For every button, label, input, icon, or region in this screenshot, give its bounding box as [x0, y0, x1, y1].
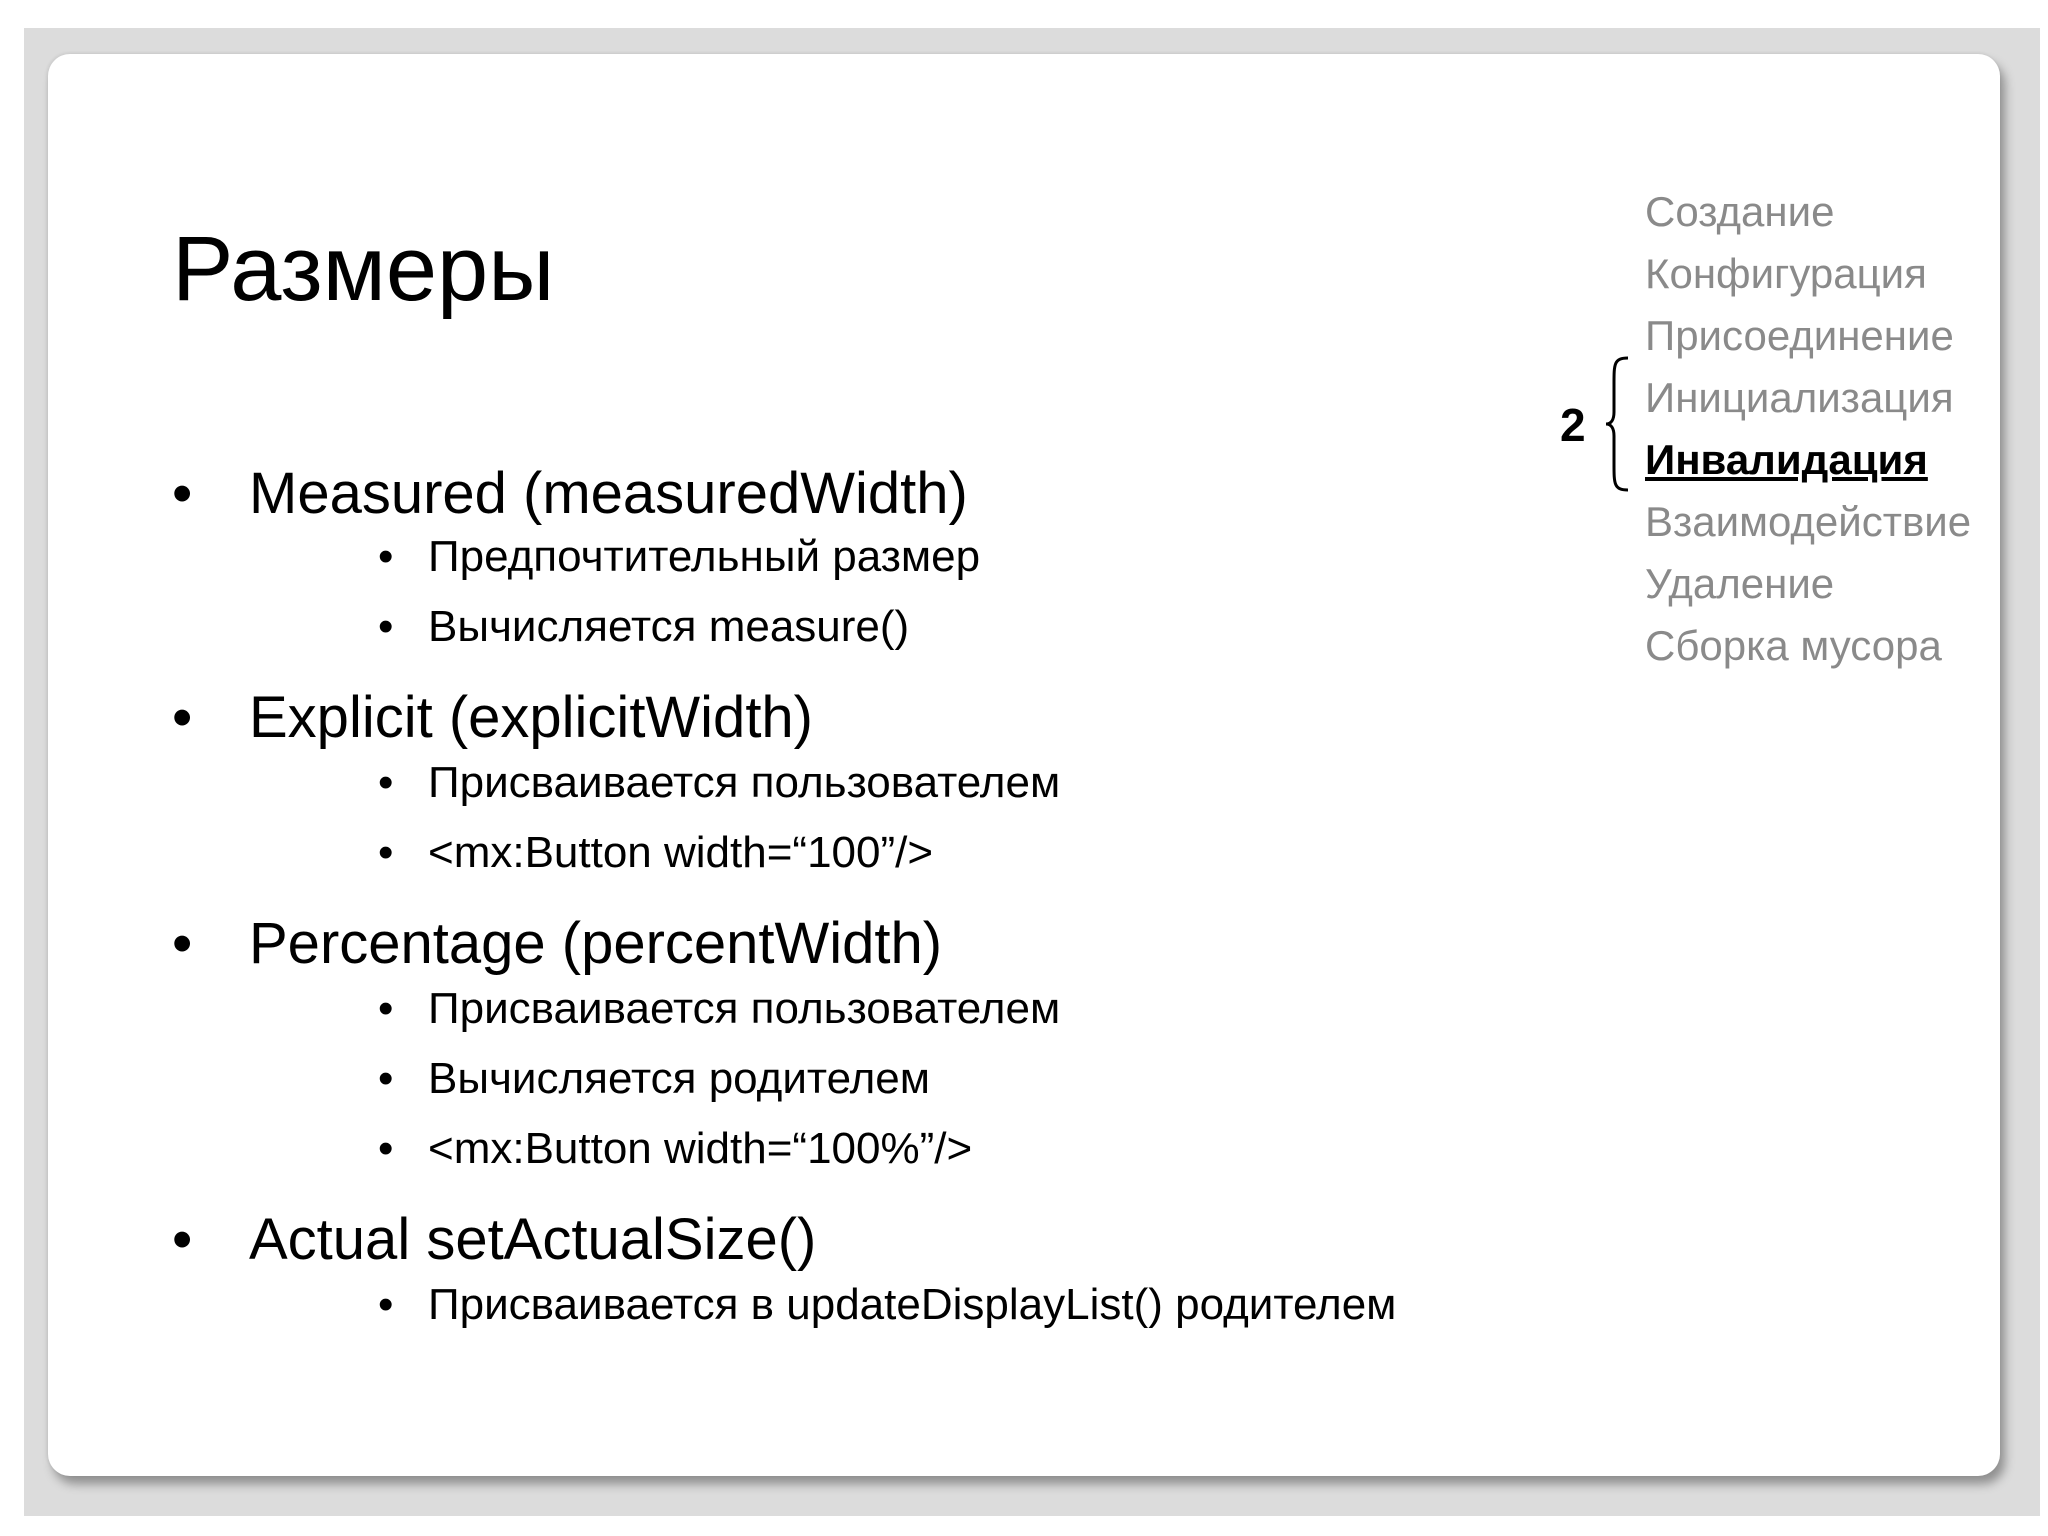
subbullet-text: Предпочтительный размер	[428, 532, 981, 581]
curly-brace-icon	[1602, 354, 1632, 494]
bullet-text: Measured (measuredWidth)	[249, 461, 968, 526]
subbullet-text: Вычисляется measure()	[428, 602, 910, 651]
subbullet-text: Присваивается в updateDisplayList() родителем	[428, 1280, 1397, 1329]
bullet-dot: •	[378, 602, 394, 651]
bullet-text: Actual setActualSize()	[249, 1207, 817, 1272]
bullet-dot: •	[172, 911, 193, 976]
slide-title: Размеры	[172, 218, 555, 320]
subbullet-text: Присваивается пользователем	[428, 758, 1061, 807]
subbullet-text: <mx:Button width=“100%”/>	[428, 1124, 973, 1173]
agenda-item-udalenie: Удаление	[1645, 560, 1835, 607]
agenda-item-prisoedinenie: Присоединение	[1645, 312, 1954, 359]
bullet-dot: •	[172, 1207, 193, 1272]
subbullet-text: Присваивается пользователем	[428, 984, 1061, 1033]
bullet-dot: •	[172, 685, 193, 750]
agenda-item-sborka-musora: Сборка мусора	[1645, 622, 1942, 669]
agenda-item-konfiguratsiya: Конфигурация	[1645, 250, 1927, 297]
agenda-item-sozdanie: Создание	[1645, 188, 1835, 235]
bullet-dot: •	[378, 984, 394, 1033]
bullet-dot: •	[172, 461, 193, 526]
agenda-item-initsializatsiya: Инициализация	[1645, 374, 1954, 421]
subbullet-text: Вычисляется родителем	[428, 1054, 930, 1103]
bullet-dot: •	[378, 828, 394, 877]
bullet-text: Percentage (percentWidth)	[249, 911, 943, 976]
subbullet-text: <mx:Button width=“100”/>	[428, 828, 934, 877]
bullet-dot: •	[378, 1124, 394, 1173]
slide	[48, 54, 2000, 1476]
step-number: 2	[1560, 399, 1586, 451]
bullet-text: Explicit (explicitWidth)	[249, 685, 813, 750]
agenda-item-vzaimodeystvie: Взаимодействие	[1645, 498, 1972, 545]
bullet-dot: •	[378, 1280, 394, 1329]
bullet-dot: •	[378, 758, 394, 807]
agenda-list	[1645, 181, 1971, 677]
agenda-item-current: Инвалидация	[1645, 436, 1928, 483]
bullet-dot: •	[378, 1054, 394, 1103]
bullet-dot: •	[378, 532, 394, 581]
